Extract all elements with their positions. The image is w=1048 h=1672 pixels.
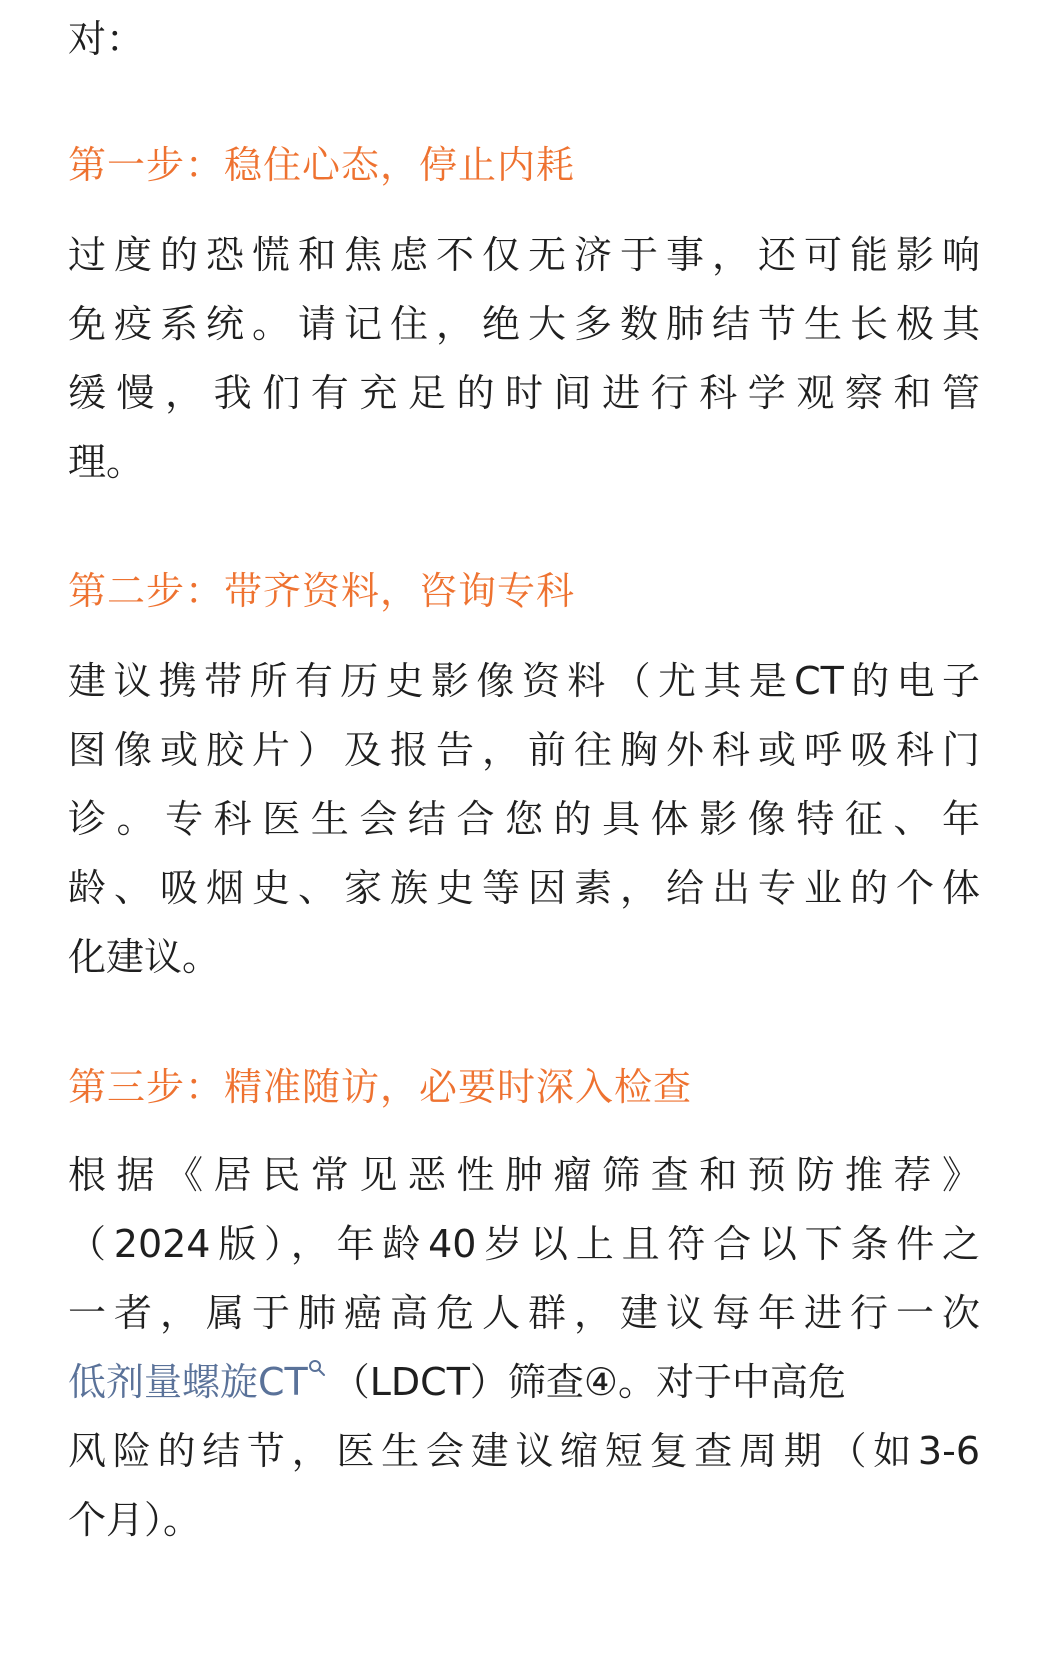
step2-line-4: 龄、吸烟史、家族史等因素，给出专业的个体	[68, 866, 980, 910]
step3-line-3: 一者，属于肺癌高危人群，建议每年进行一次	[68, 1291, 980, 1335]
step2-line-5: 化建议。	[68, 935, 221, 979]
step3-heading: 第三步：精准随访，必要时深入检查	[68, 1065, 693, 1109]
step3-line-6: 个月）。	[68, 1498, 202, 1542]
step1-line-3: 缓慢，我们有充足的时间进行科学观察和管	[68, 371, 980, 415]
step3-line-4-rest: （LDCT）筛查④。对于中高危	[331, 1360, 846, 1404]
ldct-search-link[interactable]: 低剂量螺旋CT	[68, 1360, 308, 1404]
step1-line-1: 过度的恐慌和焦虑不仅无济于事，还可能影响	[68, 233, 980, 277]
search-icon[interactable]	[308, 1359, 326, 1381]
step1-line-2: 免疫系统。请记住，绝大多数肺结节生长极其	[68, 302, 980, 346]
step3-line-2: （2024版），年龄40岁以上且符合以下条件之	[68, 1222, 980, 1266]
step2-line-2: 图像或胶片）及报告，前往胸外科或呼吸科门	[68, 728, 980, 772]
step3-line-5: 风险的结节，医生会建议缩短复查周期（如3-6	[68, 1429, 980, 1473]
step1-heading: 第一步：稳住心态，停止内耗	[68, 143, 576, 187]
step1-line-4: 理。	[68, 440, 145, 484]
step2-line-3: 诊。专科医生会结合您的具体影像特征、年	[68, 797, 980, 841]
step3-line-1: 根据《居民常见恶性肿瘤筛查和预防推荐》	[68, 1153, 980, 1197]
step3-line-4	[68, 1357, 980, 1407]
intro-tail: 对：	[68, 17, 145, 61]
step2-heading: 第二步：带齐资料，咨询专科	[68, 569, 576, 613]
step2-line-1: 建议携带所有历史影像资料（尤其是CT的电子	[68, 659, 980, 703]
